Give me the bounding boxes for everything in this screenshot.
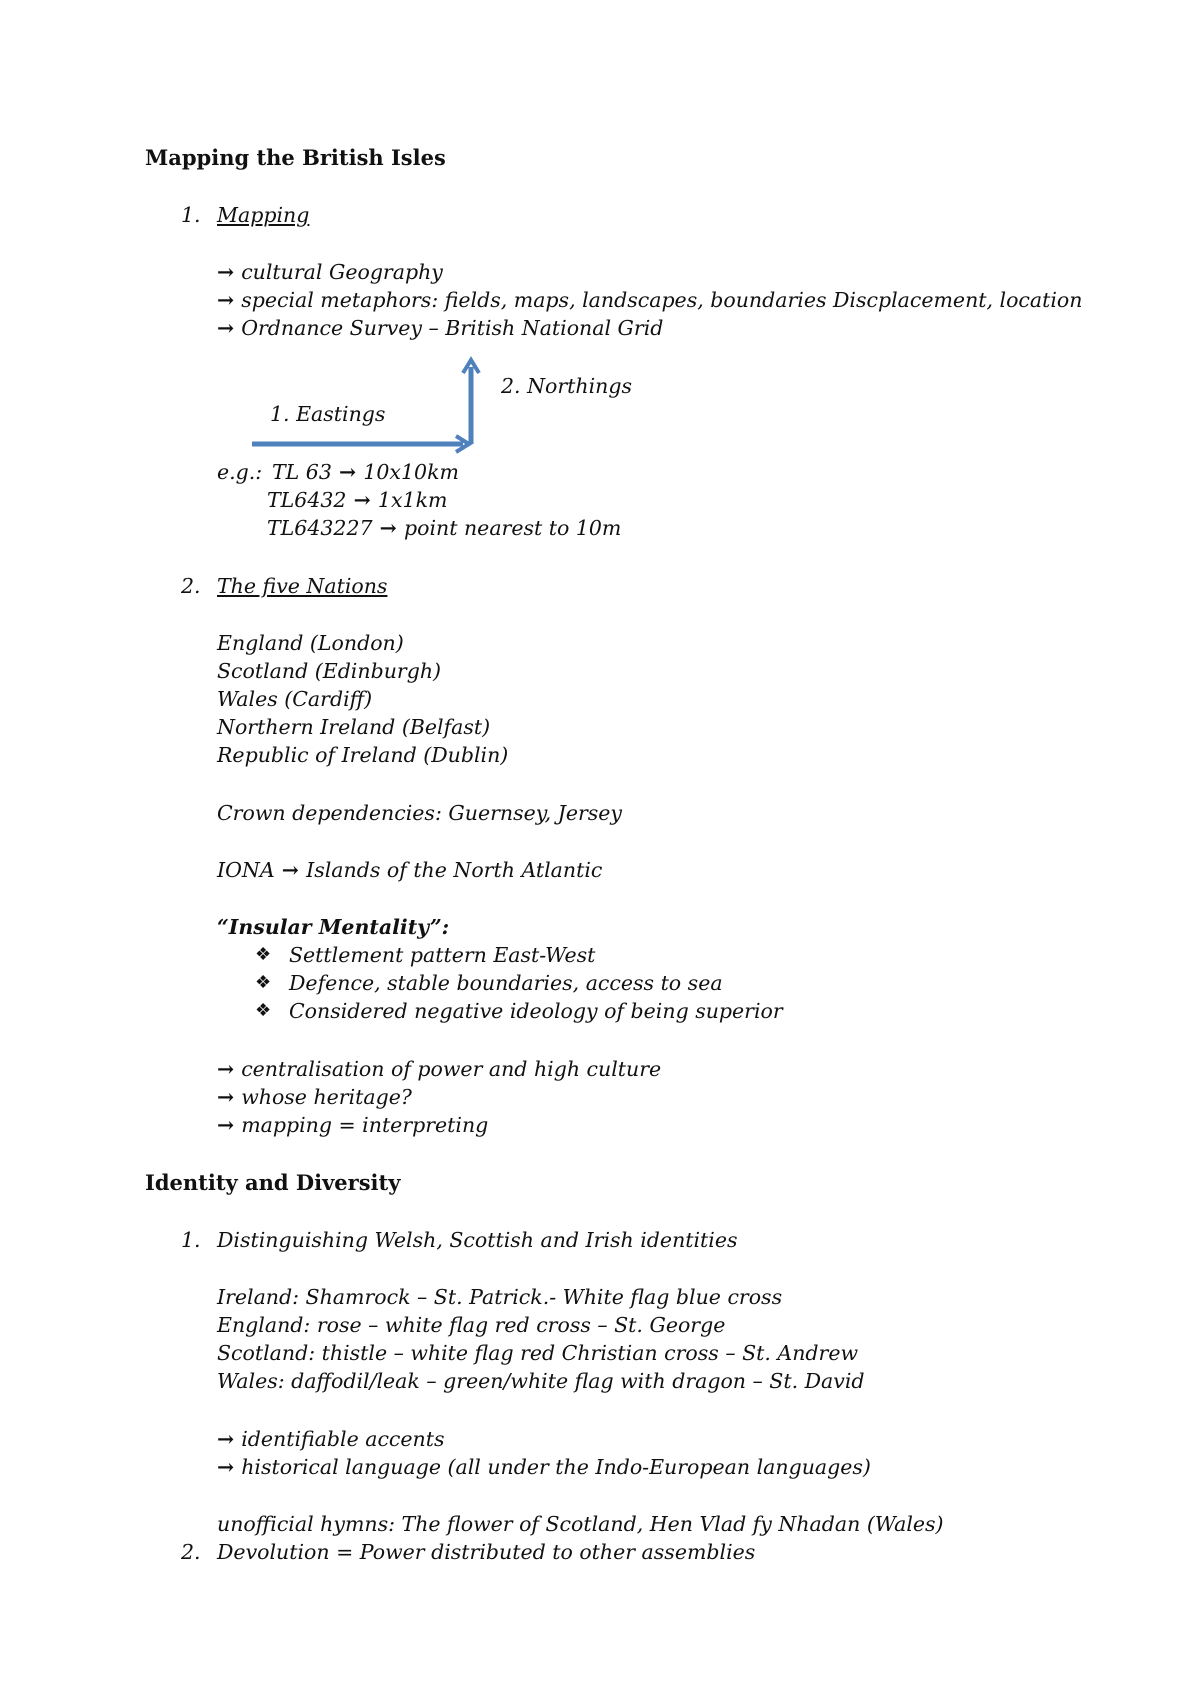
grid-reference: TL6432 [267,488,347,512]
grid-precision: 10x10km [363,460,459,484]
nation-line: Scotland (Edinburgh) [217,659,442,683]
grid-reference: TL 63 [272,460,332,484]
bullet-item: Considered negative ideology of being superior [289,999,783,1023]
arrow-line: → historical language (all under the Indo-European languages) [217,1453,871,1481]
list-number: 1. [181,203,201,227]
bullet-item: Settlement pattern East-West [289,943,596,967]
example-prefix: e.g.: [217,460,263,484]
northings-label: 2. Northings [501,374,632,398]
section-title: Identity and Diversity [145,1170,401,1195]
arrow-line: → whose heritage? [217,1083,412,1111]
symbol-line: Wales: daffodil/leak – green/white flag with dragon – St. David [217,1369,865,1393]
bullet-item: Defence, stable boundaries, access to sea [289,971,723,995]
arrow-line: → centralisation of power and high culture [217,1055,661,1083]
diamond-bullet-icon: ❖ [255,972,272,993]
arrow-line: → special metaphors: fields, maps, landscapes, boundaries Discplacement, location [217,286,1082,314]
item-heading: Distinguishing Welsh, Scottish and Irish identities [217,1228,738,1252]
insular-heading: “Insular Mentality”: [217,915,450,939]
arrow-line: → cultural Geography [217,258,443,286]
eastings-label: 1. Eastings [270,402,386,426]
nation-line: Republic of Ireland (Dublin) [217,743,509,767]
grid-precision: point nearest to 10m [404,516,622,540]
arrow-line: → identifiable accents [217,1425,445,1453]
hymns-line: unofficial hymns: The flower of Scotland, Hen Vlad fy Nhadan (Wales) [217,1512,944,1536]
arrow-line: → mapping = interpreting [217,1111,488,1139]
nation-line: Wales (Cardiff) [217,687,373,711]
iona-expansion: Islands of the North Atlantic [306,858,603,882]
list-number: 2. [181,1540,201,1564]
grid-precision: 1x1km [377,488,448,512]
diamond-bullet-icon: ❖ [255,944,272,965]
item-heading: The five Nations [217,574,388,598]
iona-line: IONA → Islands of the North Atlantic [217,858,603,882]
item-heading: Mapping [217,203,310,227]
list-number: 1. [181,1228,201,1252]
nation-line: England (London) [217,631,404,655]
list-number: 2. [181,574,201,598]
iona-lead: IONA [217,858,275,882]
devolution-line: Devolution = Power distributed to other assemblies [217,1540,756,1564]
example-row: TL6432 → 1x1km [267,488,448,512]
grid-reference: TL643227 [267,516,373,540]
diamond-bullet-icon: ❖ [255,1000,272,1021]
example-row: TL643227 → point nearest to 10m [267,516,622,540]
symbol-line: Scotland: thistle – white flag red Christian cross – St. Andrew [217,1341,859,1365]
section-title: Mapping the British Isles [145,145,446,170]
symbol-line: England: rose – white flag red cross – St. George [217,1313,726,1337]
crown-dependencies: Crown dependencies: Guernsey, Jersey [217,801,623,825]
arrow-line: → Ordnance Survey – British National Grid [217,314,663,342]
example-row: TL 63 → 10x10km [272,460,459,484]
symbol-line: Ireland: Shamrock – St. Patrick.- White flag blue cross [217,1285,783,1309]
nation-line: Northern Ireland (Belfast) [217,715,491,739]
